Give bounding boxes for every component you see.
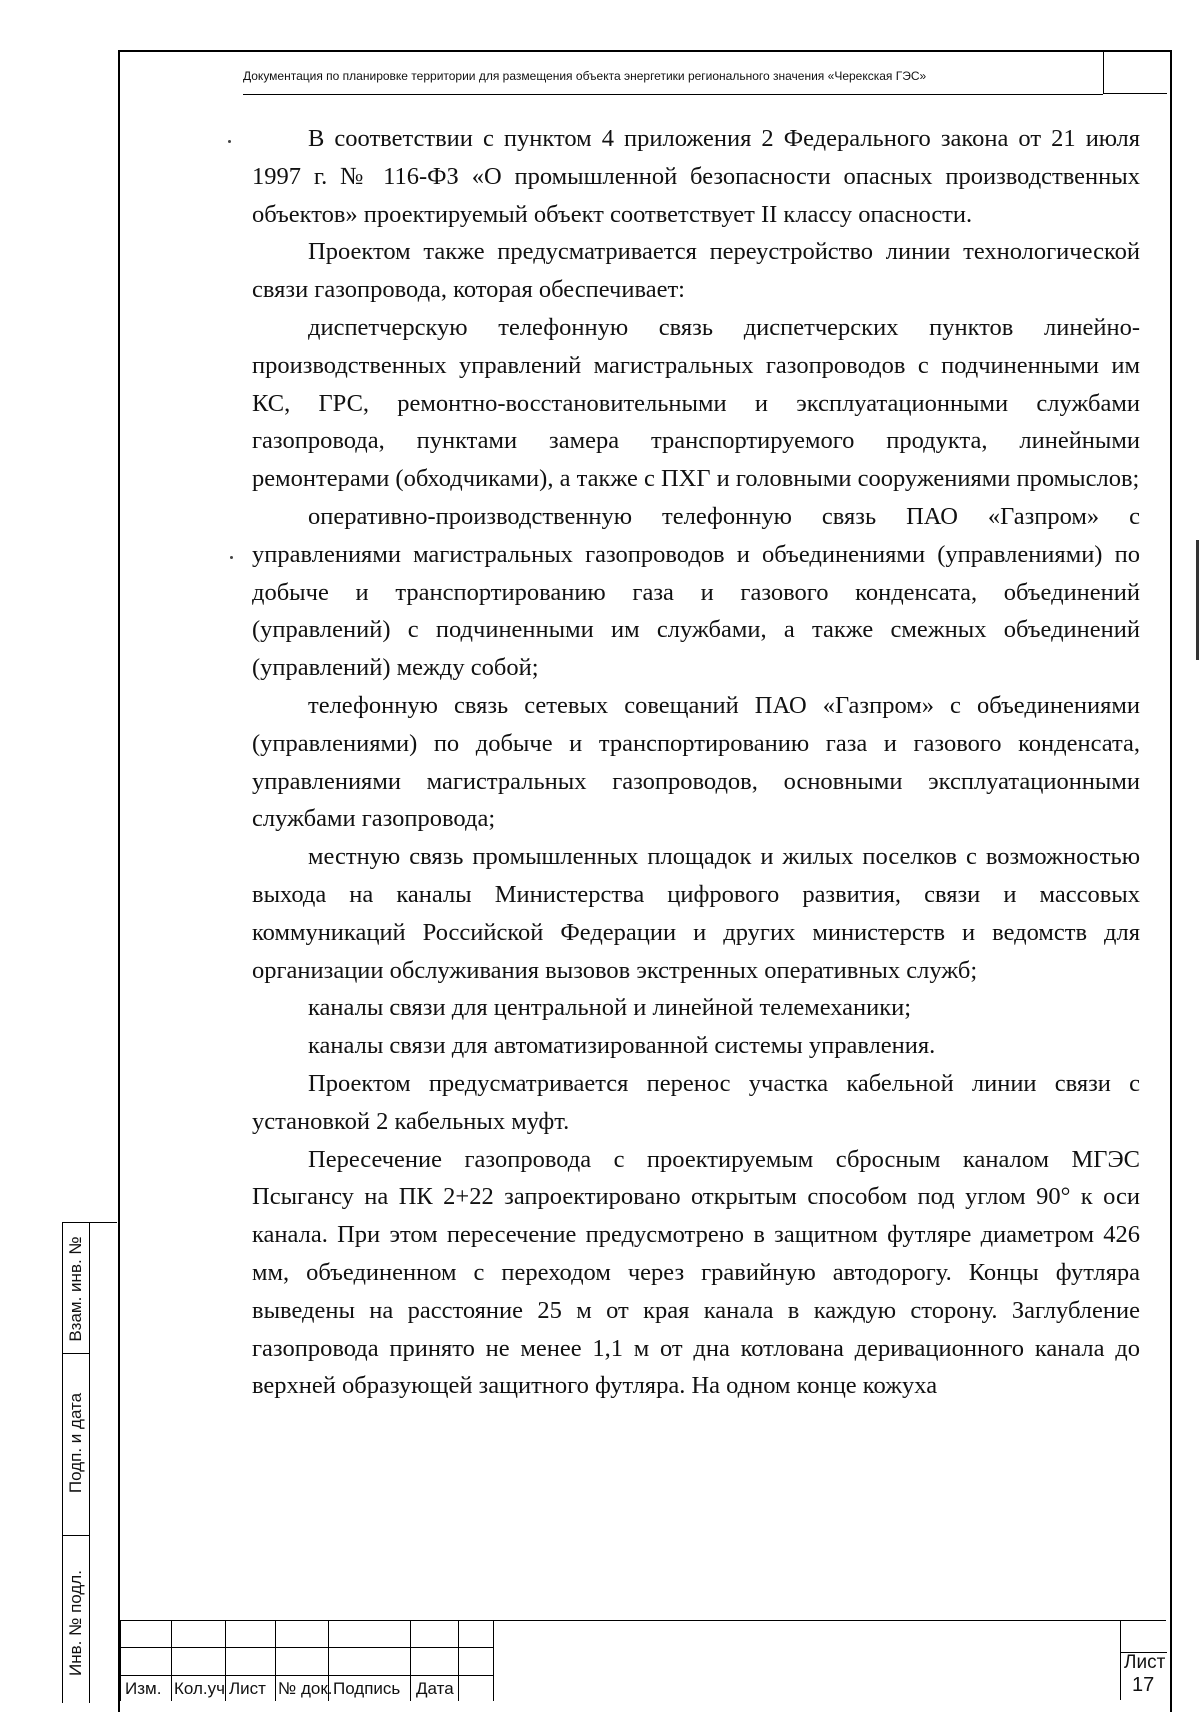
sheet-label: Лист [1124, 1652, 1166, 1673]
header-corner-box [1103, 50, 1167, 94]
stamp-separator [63, 1535, 89, 1536]
title-block-row-line [120, 1675, 494, 1676]
paragraph-1: В соответствии с пунктом 4 приложения 2 Федерального закона от 21 июля 1997 г. № 116-ФЗ «О промышленной безопасности опасных производственных объектов» проектируемый объект соответствует II классу опасности. [252, 125, 1140, 228]
paragraph-5: телефонную связь сетевых совещаний ПАО «Газпром» с объединениями (управлениями) по добыче и транспортированию газа и газового конденсата, управлениями магистральных газопроводов, основными эксплуатационными службами газопровода; [252, 691, 1140, 833]
paragraph-6: местную связь промышленных площадок и жилых поселков с возможностью выхода на каналы Министерства цифрового развития, связи и массовых коммуникаций Российской Федерации и других министерств и ведомств для организации обслуживания вызовов экстренных оперативных служб; [252, 843, 1140, 984]
title-block-grid [120, 1621, 494, 1701]
stamp-label-podp-data: Подп. и дата [66, 1392, 85, 1494]
scan-speck [230, 556, 233, 559]
title-block-col-line [225, 1621, 226, 1701]
stamp-separator [63, 1353, 89, 1354]
stamp-label-vzam-inv: Взам. инв. № [66, 1236, 85, 1342]
paragraph-9: Проектом предусматривается перенос участка кабельной линии связи с установкой 2 кабельных муфт. [252, 1069, 1140, 1135]
paragraph-7: каналы связи для центральной и линейной телемеханики; [308, 994, 912, 1022]
title-block-col-line [171, 1621, 172, 1701]
paragraph-2: Проектом также предусматривается переустройство линии технологической связи газопровода, которая обеспечивает: [252, 238, 1140, 304]
paragraph-4: оперативно-производственную телефонную связь ПАО «Газпром» с управлениями магистральных газопроводов и объединениями (управлениями) по добыче и транспортированию газа и газового конденсата, объединений (управлений) с подчиненными им службами, а также смежных объединений (управлений) между собой; [252, 502, 1140, 682]
document-header-title: Документация по планировке территории для размещения объекта энергетики регионального значения «Черекская ГЭС» [243, 69, 927, 83]
title-block-col-line [493, 1621, 494, 1701]
title-block-no-dok: № док. [278, 1679, 333, 1698]
title-block-kol-uch: Кол.уч [174, 1679, 225, 1698]
document-body [252, 120, 1140, 1405]
title-block [120, 1620, 1166, 1701]
paragraph-10: Пересечение газопровода с проектируемым сбросным каналом МГЭС Псыгансу на ПК 2+22 запроектировано открытым способом под углом 90° к оси канала. При этом пересечение предусмотрено в защитном футляре диаметром 426 мм, объединенном с переходом через гравийную автодорогу. Концы футляра выведены на расстояние 25 м от края канала в каждую сторону. Заглубление газопровода принято не менее 1,1 м от дна котлована деривационного канала до верхней образующей защитного футляра. На одном конце кожуха [252, 1145, 1140, 1400]
title-block-izm: Изм. [125, 1679, 162, 1698]
paragraph-3: диспетчерскую телефонную связь диспетчерских пунктов линейно-производственных управлений магистральных газопроводов с подчиненными им КС, ГРС, ремонтно-восстановительными и эксплуатационными службами газопровода, пунктами замера транспортируемого продукта, линейными ремонтерами (обходчиками), а также с ПХГ и головными сооружениями промыслов; [252, 313, 1140, 493]
side-stamp [62, 1222, 117, 1703]
title-block-list: Лист [229, 1679, 266, 1698]
stamp-label-inv-podl: Инв. № подл. [66, 1570, 85, 1676]
title-block-row-line [120, 1647, 494, 1648]
title-block-data: Дата [416, 1679, 454, 1698]
title-block-col-line [275, 1621, 276, 1701]
scan-edge-mark [1196, 540, 1199, 660]
title-block-col-line [458, 1621, 459, 1701]
title-block-col-line [410, 1621, 411, 1701]
title-block-col-line [120, 1621, 121, 1701]
stamp-value-column [89, 1223, 115, 1703]
header-divider [243, 94, 1103, 95]
title-block-podpis: Подпись [333, 1679, 401, 1698]
scan-speck [228, 140, 231, 143]
paragraph-8: каналы связи для автоматизированной системы управления. [308, 1032, 936, 1060]
sheet-number: 17 [1132, 1674, 1155, 1696]
